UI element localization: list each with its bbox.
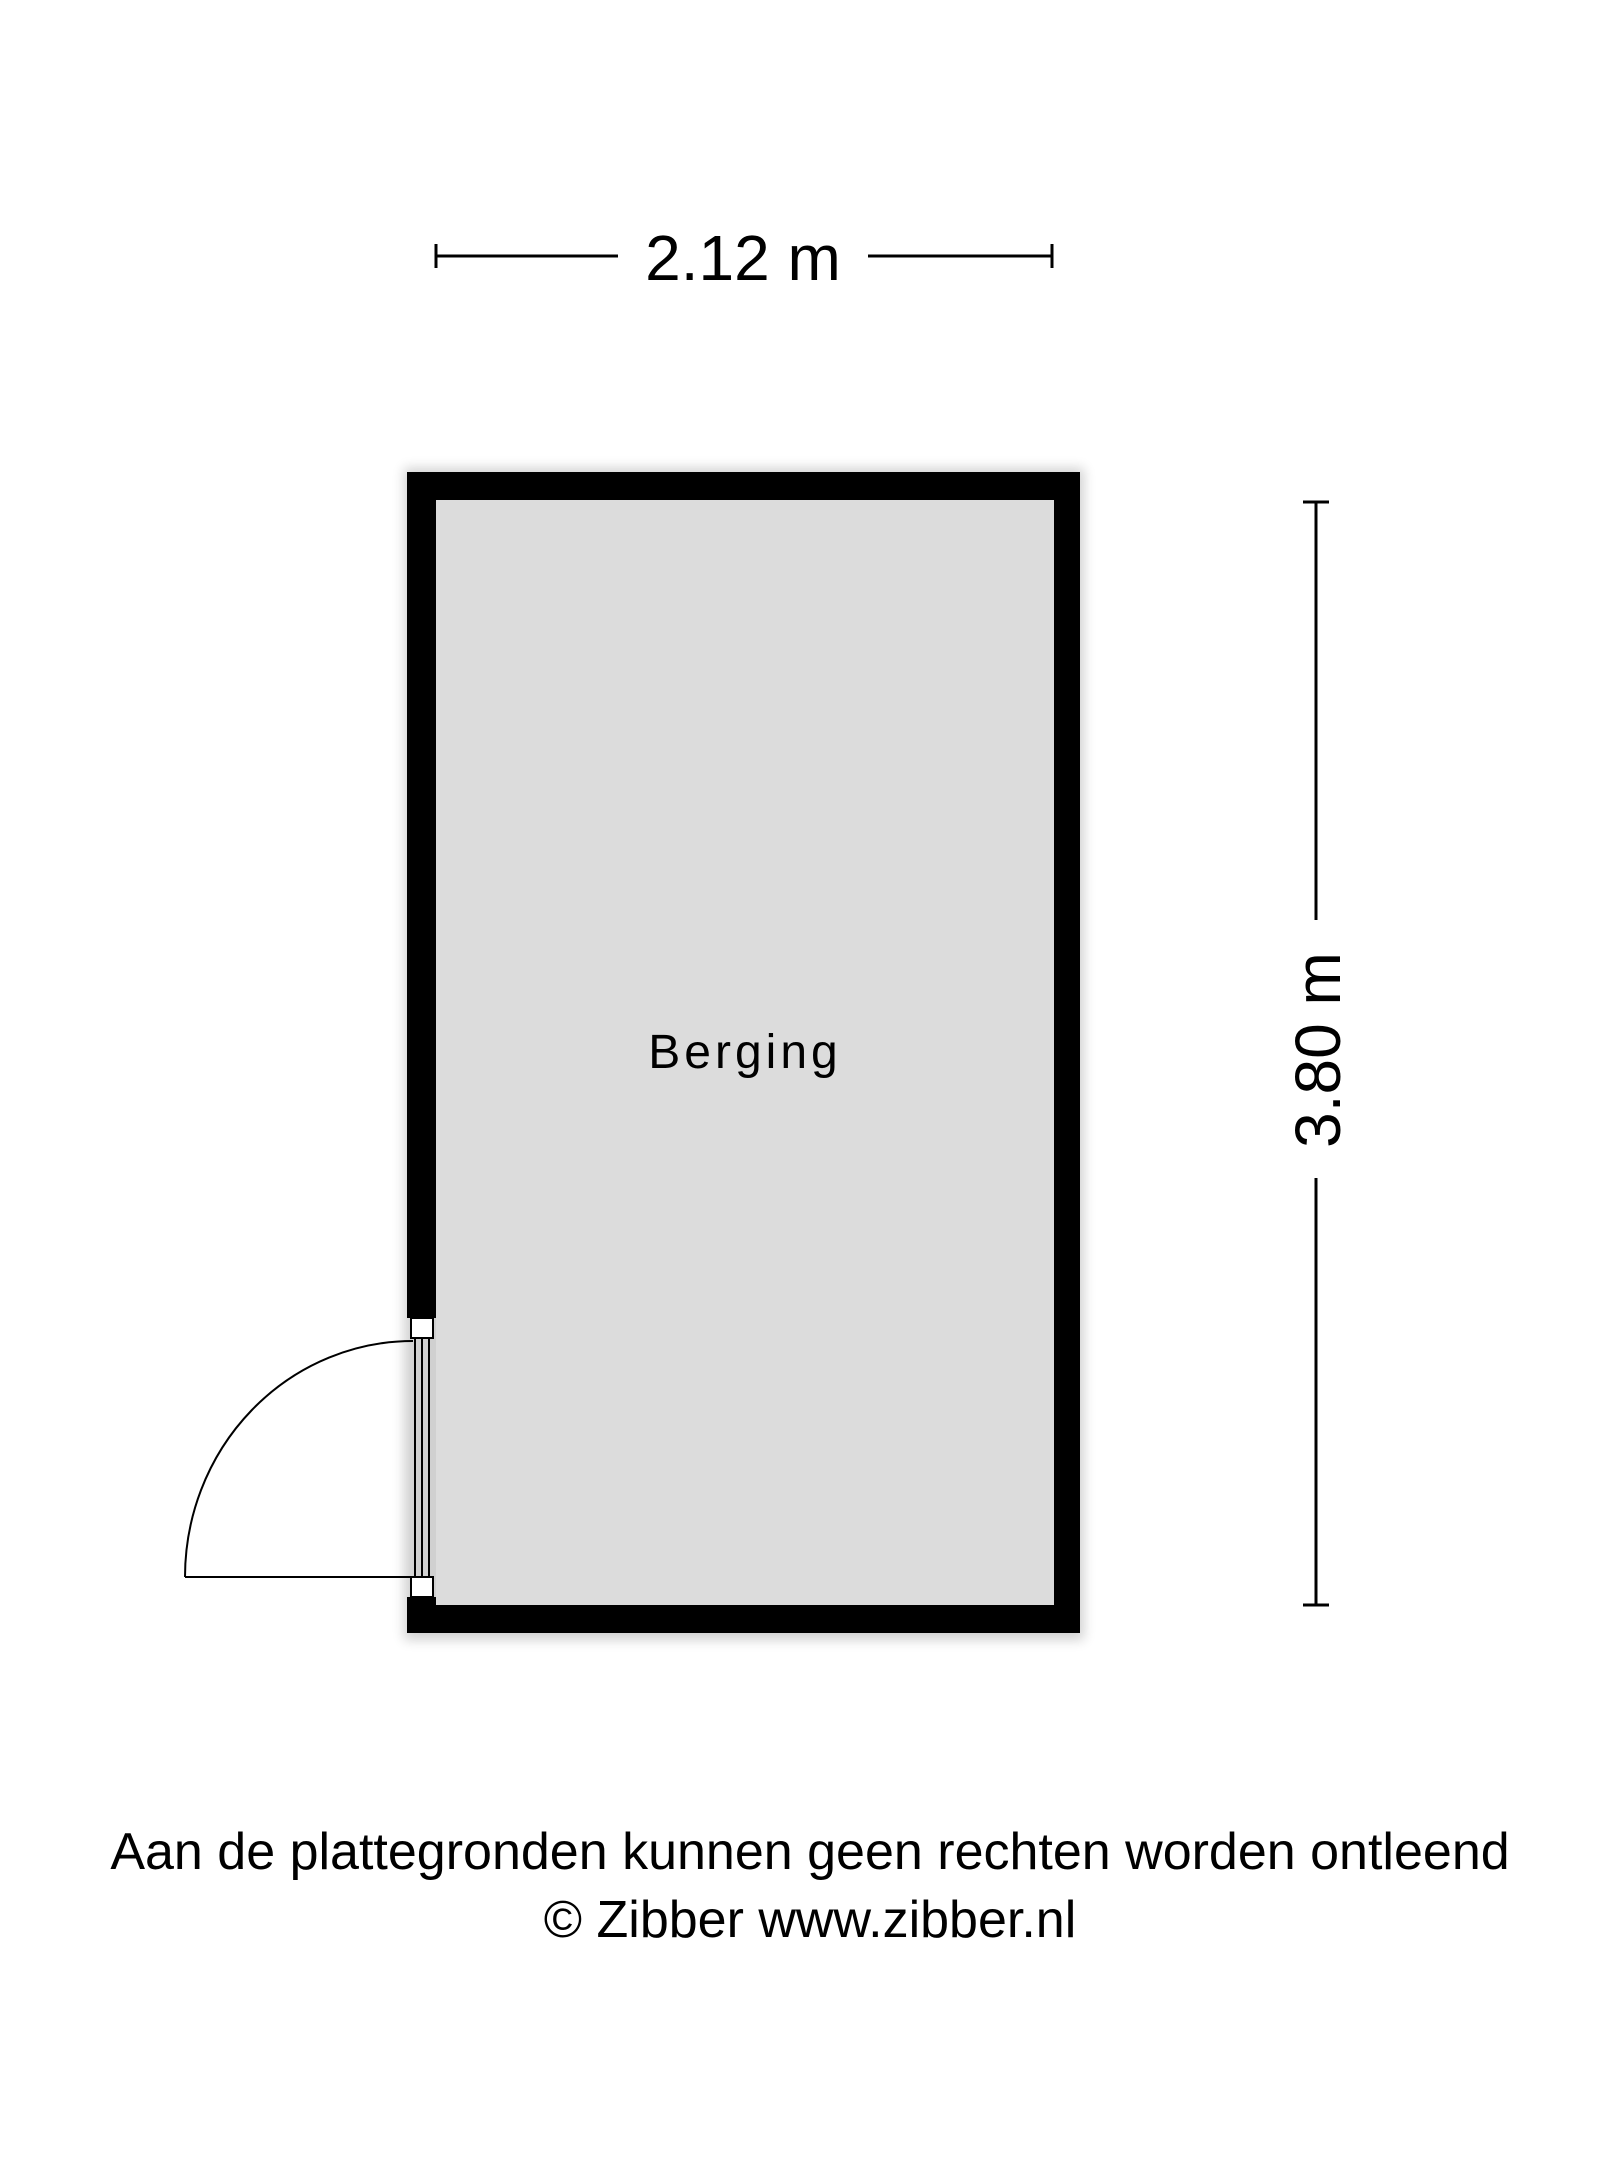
width-dimension-label: 2.12 m [645, 222, 841, 294]
disclaimer-text: Aan de plattegronden kunnen geen rechten worden ontleend [110, 1823, 1510, 1881]
wall-bottom [407, 1605, 1080, 1633]
height-dimension-label: 3.80 m [1282, 952, 1354, 1148]
width-dimension [436, 222, 1052, 294]
door-jamb-bottom [411, 1577, 433, 1597]
copyright-text: © Zibber www.zibber.nl [543, 1891, 1077, 1949]
wall-right [1054, 472, 1080, 1633]
room-berging [185, 468, 1084, 1640]
door-swing [185, 1341, 413, 1577]
wall-left-upper [407, 472, 436, 1318]
wall-left-lower [407, 1597, 436, 1633]
door-swing-arc [185, 1341, 413, 1577]
room-label: Berging [648, 1026, 842, 1079]
door-jamb-top [411, 1318, 433, 1338]
wall-top [407, 472, 1080, 500]
height-dimension [1282, 502, 1354, 1605]
door-frame [411, 1318, 433, 1597]
